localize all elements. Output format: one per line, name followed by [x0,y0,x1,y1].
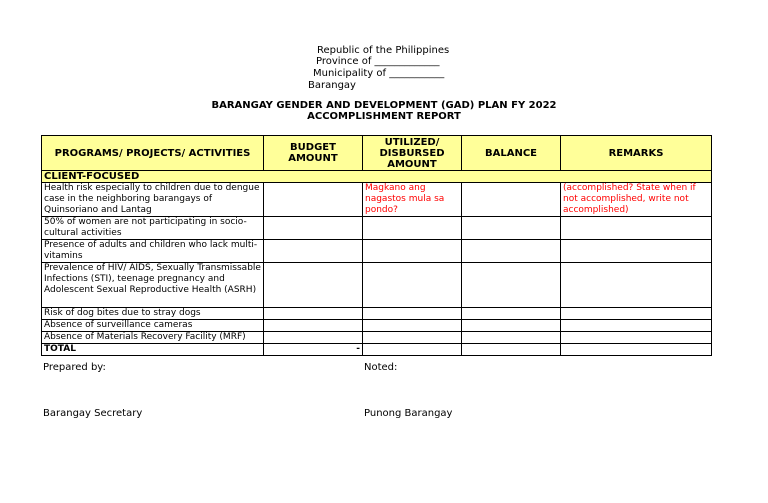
cell-budget [264,240,363,263]
col-header-balance: BALANCE [462,136,561,171]
prepared-by-label: Prepared by: [43,362,106,373]
cell-remarks [561,320,712,332]
cell-balance [462,332,561,344]
section-row [42,171,712,183]
cell-program: Risk of dog bites due to stray dogs [42,308,264,320]
cell-program: Health risk especially to children due to dengue case in the neighboring barangays of Quinsoriano and Lantag [42,183,264,217]
total-remarks [561,344,712,356]
accomplishment-table [41,135,712,356]
cell-program: 50% of women are not participating in socio-cultural activities [42,217,264,240]
table-row [42,240,712,263]
cell-program: Presence of adults and children who lack multi-vitamins [42,240,264,263]
cell-utilized: Magkano ang nagastos mula sa pondo? [363,183,462,217]
barangay-secretary-label: Barangay Secretary [43,408,143,419]
cell-remarks [561,217,712,240]
cell-utilized [363,240,462,263]
cell-utilized [363,332,462,344]
punong-barangay-label: Punong Barangay [364,408,453,419]
total-label: TOTAL [42,344,264,356]
total-budget: - [264,344,363,356]
cell-utilized [363,320,462,332]
table-row [42,183,712,217]
total-utilized [363,344,462,356]
cell-budget [264,332,363,344]
cell-program: Prevalence of HIV/ AIDS, Sexually Transmissable Infections (STI), teenage pregnancy and Adolescent Sexual Reproductive Health (ASRH) [42,263,264,308]
header-municipality: Municipality of ___________ [313,68,445,79]
col-header-programs: PROGRAMS/ PROJECTS/ ACTIVITIES [42,136,264,171]
cell-balance [462,308,561,320]
header-province: Province of _____________ [316,56,440,67]
cell-balance [462,240,561,263]
cell-program: Absence of surveillance cameras [42,320,264,332]
table-row [42,263,712,308]
table-row [42,332,712,344]
cell-utilized [363,308,462,320]
cell-balance [462,263,561,308]
cell-remarks [561,332,712,344]
cell-balance [462,217,561,240]
cell-remarks [561,263,712,308]
table-header-row [42,136,712,171]
noted-label: Noted: [364,362,398,373]
total-row [42,344,712,356]
cell-remarks [561,240,712,263]
cell-utilized [363,263,462,308]
table-row [42,320,712,332]
col-header-budget: BUDGET AMOUNT [264,136,363,171]
header-republic: Republic of the Philippines [317,45,450,56]
report-subtitle: ACCOMPLISHMENT REPORT [307,111,461,122]
cell-balance [462,183,561,217]
cell-budget [264,217,363,240]
cell-budget [264,263,363,308]
cell-remarks [561,308,712,320]
cell-balance [462,320,561,332]
cell-remarks: (accomplished? State when if not accomplished, write not accomplished) [561,183,712,217]
col-header-utilized: UTILIZED/ DISBURSED AMOUNT [363,136,462,171]
cell-program: Absence of Materials Recovery Facility (MRF) [42,332,264,344]
table-row [42,308,712,320]
report-title: BARANGAY GENDER AND DEVELOPMENT (GAD) PLAN FY 2022 [211,100,557,111]
section-client-focused: CLIENT-FOCUSED [42,171,712,183]
col-header-remarks: REMARKS [561,136,712,171]
header-barangay: Barangay [308,80,356,91]
total-balance [462,344,561,356]
cell-budget [264,320,363,332]
cell-budget [264,183,363,217]
cell-budget [264,308,363,320]
cell-utilized [363,217,462,240]
table-row [42,217,712,240]
